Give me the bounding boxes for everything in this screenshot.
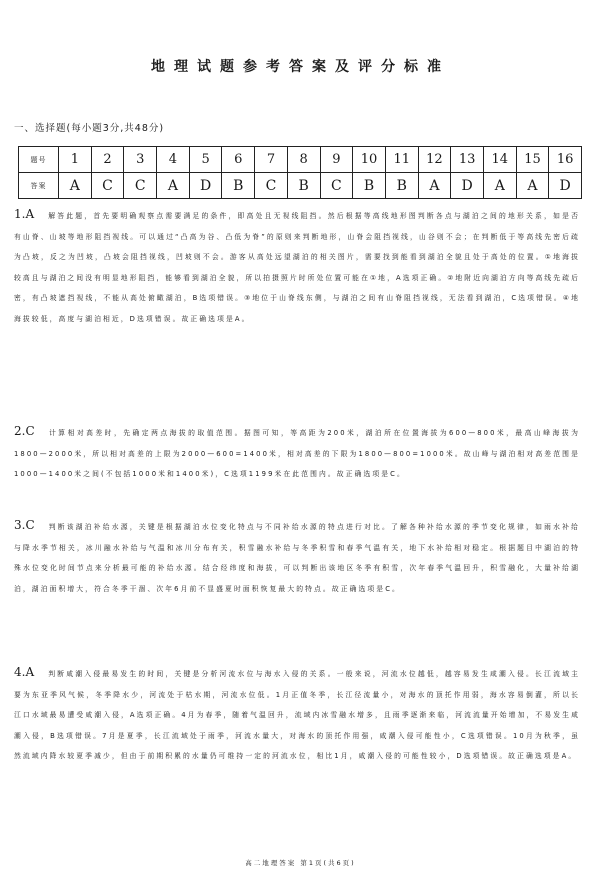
answer-cell: C (91, 173, 124, 199)
answer-cell: B (287, 173, 320, 199)
explanation-4 (14, 662, 580, 767)
question-number-cell: 7 (255, 147, 288, 173)
answer-cell: B (385, 173, 418, 199)
explanation-number: 3.C (14, 518, 35, 532)
explanation-1 (14, 204, 580, 330)
explanation-2 (14, 421, 580, 485)
question-number-cell: 10 (353, 147, 386, 173)
question-number-cell: 12 (418, 147, 451, 173)
answer-cell: A (59, 173, 92, 199)
answer-cell: A (157, 173, 190, 199)
answer-cell: C (124, 173, 157, 199)
row-label-question-number: 题号 (19, 147, 59, 173)
answer-cell: A (418, 173, 451, 199)
answer-cell: C (320, 173, 353, 199)
section-heading: 一、选择题(每小题3分,共48分) (14, 123, 165, 134)
question-number-cell: 13 (451, 147, 484, 173)
question-number-cell: 15 (516, 147, 549, 173)
explanation-number: 1.A (14, 207, 35, 221)
page-footer: 高二地理答案 第1页(共6页) (245, 859, 356, 867)
answer-cell: D (451, 173, 484, 199)
question-number-cell: 6 (222, 147, 255, 173)
explanation-number: 2.C (14, 424, 35, 438)
question-number-cell: 16 (549, 147, 582, 173)
answer-cell: C (255, 173, 288, 199)
explanation-number: 4.A (14, 665, 35, 679)
explanation-text: 解答此题，首先要明确观察点需要满足的条件，即高处且无视线阻挡。然后根据等高线地形图判断各点与湖泊之间的地形关系，如是否有山脊、山坡等地形阻挡视线。可以通过“凸高为谷、凸低为脊”的原则来判断地形，山脊会阻挡视线，山谷则不会；在判断低于等高线先密后疏为凸坡，反之为凹坡，凸坡会阻挡视线，凹坡则不会。游客从高处远望湖泊的相关图片，需要找到能看到湖泊全貌且处于高处的位置。①地海拔较高且与湖泊之间没有明显地形阻挡，能够看到湖泊全貌，所以拍摄照片时所处位置可能在①地，A选项正确。②地附近向湖泊方向等高线先疏后密，有凸坡遮挡视线，不能从高处俯瞰湖泊，B选项错误。③地位于山脊线东侧，与湖泊之间有山脊阻挡视线，无法看到湖泊，C选项错误。④地海拔较低，高度与湖泊相近，D选项错误。故正确选项是A。 (14, 212, 580, 323)
answer-table (18, 146, 582, 199)
question-number-cell: 5 (189, 147, 222, 173)
answer-cell: D (549, 173, 582, 199)
question-number-cell: 11 (385, 147, 418, 173)
explanation-text: 计算相对高差时，先确定两点海拔的取值范围。据图可知，等高距为200米，湖泊所在位置海拔为600—800米，最高山峰海拔为1800—2000米，所以相对高差的上限为2000—600=1400米，相对高差的下限为1800—800=1000米。故山峰与湖泊相对高差范围是1000—1400米之间(不包括1000米和1400米)，C选项1199米在此范围内。故正确选项是C。 (14, 429, 580, 479)
question-number-cell: 9 (320, 147, 353, 173)
question-number-cell: 2 (91, 147, 124, 173)
question-number-cell: 3 (124, 147, 157, 173)
answer-cell: B (353, 173, 386, 199)
question-number-cell: 4 (157, 147, 190, 173)
row-label-answer: 答案 (19, 173, 59, 199)
answer-cell: A (516, 173, 549, 199)
answer-cell: D (189, 173, 222, 199)
explanation-3 (14, 515, 580, 599)
question-number-cell: 14 (483, 147, 516, 173)
explanation-text: 判断咸潮入侵最易发生的时间，关键是分析河流水位与海水入侵的关系。一般来说，河流水位越低，越容易发生咸潮入侵。长江流域主要为东亚季风气候，冬季降水少，河流处于枯水期，河流水位低。1月正值冬季，长江径流量小，对海水的顶托作用弱，海水容易倒灌，所以长江口水域最易遭受咸潮入侵，A选项正确。4月为春季，随着气温回升，流域内冰雪融水增多，且雨季逐渐来临，河流流量开始增加，不易发生咸潮入侵，B选项错误。7月是夏季，长江流域处于雨季，河流水量大，对海水的顶托作用强，咸潮入侵可能性小，C选项错误。10月为秋季，虽然流域内降水较夏季减少，但由于前期积累的水量仍可维持一定的河流水位，相比1月，咸潮入侵的可能性较小，D选项错误。故正确选项是A。 (14, 670, 580, 761)
answer-row (19, 173, 582, 199)
question-number-cell: 1 (59, 147, 92, 173)
question-number-cell: 8 (287, 147, 320, 173)
page-title: 地理试题参考答案及评分标准 (151, 59, 450, 75)
answer-cell: A (483, 173, 516, 199)
answer-cell: B (222, 173, 255, 199)
explanation-text: 判断该湖泊补给水源，关键是根据湖泊水位变化特点与不同补给水源的特点进行对比。了解各种补给水源的季节变化规律，如雨水补给与降水季节相关，冰川融水补给与气温和冰川分布有关，积雪融水补给与冬季积雪和春季气温有关，地下水补给相对稳定。根据题目中湖泊的特殊水位变化时间节点来分析最可能的补给水源。结合经纬度和海拔，可以判断出该地区冬季有积雪，次年春季气温回升，积雪融化，大量补给湖泊，湖泊面积增大，符合冬季干涸、次年6月前不显盛夏时面积恢复最大的特点。故正确选项是C。 (14, 523, 580, 593)
question-number-row (19, 147, 582, 173)
